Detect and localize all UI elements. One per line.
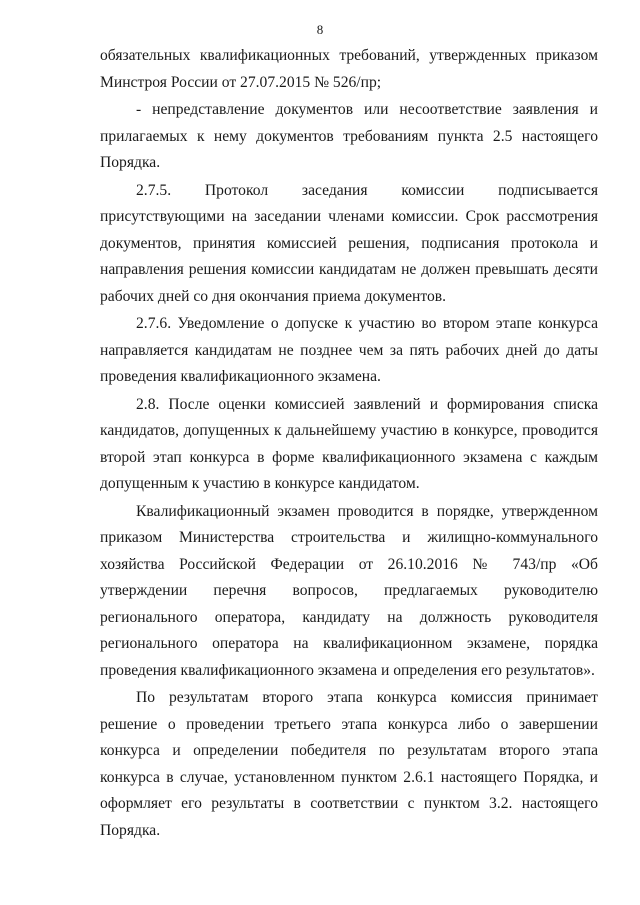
document-body [100,43,598,844]
paragraph-exam-procedure: Квалификационный экзамен проводится в порядке, утвержденном приказом Министерства строительства и жилищно-коммунального хозяйства Российской Федерации от 26.10.2016 № 743/пр «Об утверждении перечня вопросов, предлагаемых руководителю регионального оператора, кандидату на должность руководителя регионального оператора на квалификационном экзамене, порядка проведения квалификационного экзамена и определения его результатов». [100,502,598,679]
paragraph-2-8: 2.8. После оценки комиссией заявлений и формирования списка кандидатов, допущенных к дальнейшему участию в конкурсе, проводится второй этап конкурса в форме квалификационного экзамена с каждым допущенным к участию в конкурсе кандидатом. [100,395,598,492]
paragraph-requirements-tail: обязательных квалификационных требований, утвержденных приказом Минстроя России от 27.07.2015 № 526/пр; [100,47,598,91]
paragraph-2-7-5: 2.7.5. Протокол заседания комиссии подписывается присутствующими на заседании членами комиссии. Срок рассмотрения документов, принятия комиссией решения, подписания протокола и направления решения комиссии кандидатам не должен превышать десяти рабочих дней со дня окончания приема документов. [100,181,598,305]
paragraph-nonsubmission: - непредставление документов или несоответствие заявления и прилагаемых к нему документов требованиям пункта 2.5 настоящего Порядка. [100,101,598,171]
page-number: 8 [316,22,324,37]
paragraph-stage-two-results: По результатам второго этапа конкурса комиссия принимает решение о проведении третьего этапа конкурса либо о завершении конкурса и определении победителя по результатам второго этапа конкурса в случае, установленном пунктом 2.6.1 настоящего Порядка, и оформляет его результаты в соответствии с пунктом 3.2. настоящего Порядка. [100,689,598,839]
paragraph-2-7-6: 2.7.6. Уведомление о допуске к участию во втором этапе конкурса направляется кандидатам не позднее чем за пять рабочих дней до даты проведения квалификационного экзамена. [100,315,598,385]
